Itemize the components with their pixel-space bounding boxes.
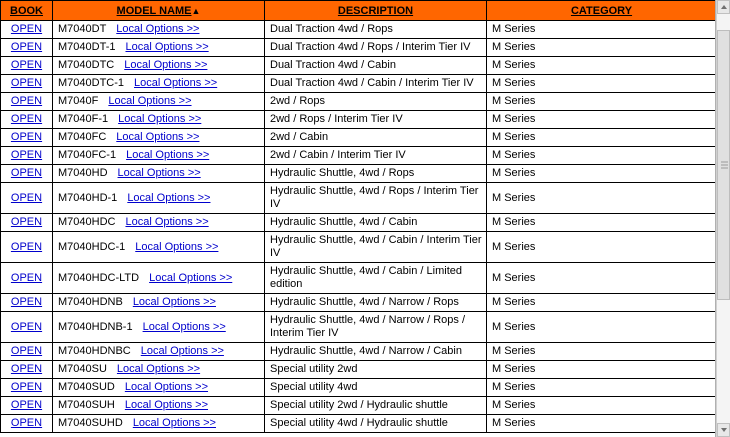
cell-book [1,39,53,57]
cell-book [1,232,53,263]
scroll-down-arrow-icon [721,428,727,432]
model-code-label: M7040FC [58,131,107,143]
cell-model-name [53,183,265,214]
cell-description: Dual Traction 4wd / Rops / Interim Tier IV [265,39,487,57]
cell-model-name [53,263,265,294]
open-book-link[interactable]: OPEN [10,381,43,393]
cell-book [1,312,53,343]
table-row [1,415,717,433]
cell-book [1,21,53,39]
local-options-link[interactable]: Local Options >> [132,296,216,308]
cell-model-name [53,379,265,397]
cell-book [1,75,53,93]
cell-book [1,397,53,415]
open-book-link[interactable]: OPEN [10,345,43,357]
table-row [1,39,717,57]
column-header-book-label[interactable]: BOOK [10,4,43,17]
cell-description: Hydraulic Shuttle, 4wd / Cabin [265,214,487,232]
cell-model-name [53,214,265,232]
cell-model-name [53,21,265,39]
table-row [1,343,717,361]
cell-category: M Series [487,379,717,397]
table-row [1,111,717,129]
table-row [1,361,717,379]
model-code-label: M7040DTC [58,59,115,71]
open-book-link[interactable]: OPEN [10,320,43,333]
model-code-label: M7040SUD [58,381,115,393]
open-book-link[interactable]: OPEN [10,113,43,125]
cell-book [1,57,53,75]
open-book-link[interactable]: OPEN [10,240,43,253]
table-row [1,57,717,75]
header-row [1,1,717,21]
cell-model-name [53,111,265,129]
model-code-label: M7040F [58,95,99,107]
local-options-link[interactable]: Local Options >> [116,131,200,143]
cell-description: Dual Traction 4wd / Rops [265,21,487,39]
table-row [1,214,717,232]
table-row [1,129,717,147]
open-book-link[interactable]: OPEN [10,271,43,284]
model-code-label: M7040F-1 [58,113,109,125]
local-options-link[interactable]: Local Options >> [116,23,200,35]
scroll-down-button[interactable] [717,423,730,437]
table-row [1,294,717,312]
cell-category: M Series [487,183,717,214]
table-row [1,75,717,93]
model-code-label: M7040SUHD [58,417,123,429]
local-options-link[interactable]: Local Options >> [108,95,192,107]
open-book-link[interactable]: OPEN [10,77,43,89]
cell-book [1,183,53,214]
model-code-label: M7040HDC-LTD [58,271,140,284]
model-code-label: M7040HDC [58,216,116,228]
column-header-model-name[interactable] [53,1,265,21]
cell-description: 2wd / Rops [265,93,487,111]
open-book-link[interactable]: OPEN [10,363,43,375]
cell-book [1,263,53,294]
cell-description: Hydraulic Shuttle, 4wd / Cabin / Interim Tier IV [265,232,487,263]
cell-category: M Series [487,214,717,232]
cell-description: Hydraulic Shuttle, 4wd / Rops / Interim Tier IV [265,183,487,214]
vertical-scrollbar[interactable] [716,0,730,437]
model-code-label: M7040HDNB-1 [58,320,133,333]
scroll-up-arrow-icon [721,5,727,9]
cell-category: M Series [487,129,717,147]
open-book-link[interactable]: OPEN [10,167,43,179]
cell-book [1,111,53,129]
local-options-link[interactable]: Local Options >> [118,113,202,125]
model-code-label: M7040HDNB [58,296,123,308]
cell-category: M Series [487,93,717,111]
cell-category: M Series [487,361,717,379]
scrollbar-thumb[interactable] [717,30,730,300]
model-code-label: M7040DT-1 [58,41,116,53]
cell-category: M Series [487,263,717,294]
table-row [1,312,717,343]
cell-model-name [53,165,265,183]
cell-book [1,415,53,433]
cell-model-name [53,343,265,361]
open-book-link[interactable]: OPEN [10,95,43,107]
cell-category: M Series [487,111,717,129]
model-code-label: M7040SU [58,363,107,375]
cell-category: M Series [487,397,717,415]
local-options-link[interactable]: Local Options >> [124,59,208,71]
model-code-label: M7040SUH [58,399,115,411]
open-book-link[interactable]: OPEN [10,59,43,71]
table-row [1,183,717,214]
table-row [1,379,717,397]
cell-category: M Series [487,75,717,93]
cell-book [1,129,53,147]
cell-description: Hydraulic Shuttle, 4wd / Narrow / Rops / Interim Tier IV [265,312,487,343]
table-body [1,21,717,433]
cell-book [1,343,53,361]
cell-model-name [53,39,265,57]
cell-description: 2wd / Cabin [265,129,487,147]
cell-category: M Series [487,165,717,183]
cell-description: Dual Traction 4wd / Cabin [265,57,487,75]
local-options-link[interactable]: Local Options >> [125,216,209,228]
local-options-link[interactable]: Local Options >> [140,345,224,357]
sort-ascending-icon: ▲ [191,5,201,16]
column-header-book[interactable] [1,1,53,21]
cell-model-name [53,361,265,379]
cell-description: Hydraulic Shuttle, 4wd / Narrow / Rops [265,294,487,312]
open-book-link[interactable]: OPEN [10,149,43,161]
cell-model-name [53,312,265,343]
cell-description: 2wd / Rops / Interim Tier IV [265,111,487,129]
model-code-label: M7040HDNBC [58,345,131,357]
cell-model-name [53,232,265,263]
cell-model-name [53,147,265,165]
column-header-category-label[interactable]: CATEGORY [570,4,633,17]
cell-description: Hydraulic Shuttle, 4wd / Cabin / Limited edition [265,263,487,294]
table-row [1,93,717,111]
model-code-label: M7040DTC-1 [58,77,125,89]
local-options-link[interactable]: Local Options >> [124,381,209,393]
open-book-link[interactable]: OPEN [10,23,43,35]
column-header-description[interactable] [265,1,487,21]
cell-category: M Series [487,21,717,39]
local-options-link[interactable]: Local Options >> [125,41,209,53]
column-header-category[interactable] [487,1,717,21]
table-row [1,397,717,415]
table-row [1,232,717,263]
model-code-label: M7040FC-1 [58,149,117,161]
cell-book [1,294,53,312]
open-book-link[interactable]: OPEN [10,296,43,308]
model-code-label: M7040HDC-1 [58,240,126,253]
open-book-link[interactable]: OPEN [10,131,43,143]
cell-category: M Series [487,147,717,165]
cell-category: M Series [487,294,717,312]
cell-model-name [53,294,265,312]
cell-category: M Series [487,232,717,263]
open-book-link[interactable]: OPEN [10,191,43,204]
model-code-label: M7040HD [58,167,108,179]
scrollbar-grip-icon [721,162,728,169]
local-options-link[interactable]: Local Options >> [134,77,218,89]
local-options-link[interactable]: Local Options >> [116,363,201,375]
cell-description: 2wd / Cabin / Interim Tier IV [265,147,487,165]
scroll-up-button[interactable] [717,0,730,14]
local-options-link[interactable]: Local Options >> [149,271,233,284]
cell-description: Special utility 2wd / Hydraulic shuttle [265,397,487,415]
cell-book [1,379,53,397]
cell-description: Special utility 4wd / Hydraulic shuttle [265,415,487,433]
cell-category: M Series [487,57,717,75]
cell-description: Hydraulic Shuttle, 4wd / Narrow / Cabin [265,343,487,361]
local-options-link[interactable]: Local Options >> [132,417,216,429]
cell-description: Special utility 4wd [265,379,487,397]
table-row [1,21,717,39]
cell-description: Special utility 2wd [265,361,487,379]
cell-book [1,147,53,165]
cell-book [1,361,53,379]
model-code-label: M7040HD-1 [58,191,118,204]
cell-book [1,165,53,183]
model-code-label: M7040DT [58,23,107,35]
cell-model-name [53,129,265,147]
scrollbar-track[interactable] [717,14,730,423]
cell-description: Dual Traction 4wd / Cabin / Interim Tier IV [265,75,487,93]
cell-book [1,93,53,111]
table-header [1,1,717,21]
open-book-link[interactable]: OPEN [10,216,43,228]
cell-model-name [53,415,265,433]
cell-model-name [53,75,265,93]
local-options-link[interactable]: Local Options >> [127,191,211,204]
cell-description: Hydraulic Shuttle, 4wd / Rops [265,165,487,183]
table-row [1,147,717,165]
cell-model-name [53,397,265,415]
local-options-link[interactable]: Local Options >> [126,149,210,161]
local-options-link[interactable]: Local Options >> [142,320,226,333]
cell-model-name [53,93,265,111]
column-header-description-label[interactable]: DESCRIPTION [337,4,414,17]
table-row [1,263,717,294]
local-options-link[interactable]: Local Options >> [135,240,219,253]
local-options-link[interactable]: Local Options >> [117,167,201,179]
open-book-link[interactable]: OPEN [10,41,43,53]
cell-model-name [53,57,265,75]
local-options-link[interactable]: Local Options >> [124,399,209,411]
table-row [1,165,717,183]
column-header-model-name-label[interactable]: MODEL NAME [116,4,192,17]
cell-category: M Series [487,343,717,361]
cell-category: M Series [487,312,717,343]
cell-category: M Series [487,415,717,433]
cell-book [1,214,53,232]
cell-category: M Series [487,39,717,57]
open-book-link[interactable]: OPEN [10,417,43,429]
open-book-link[interactable]: OPEN [10,399,43,411]
